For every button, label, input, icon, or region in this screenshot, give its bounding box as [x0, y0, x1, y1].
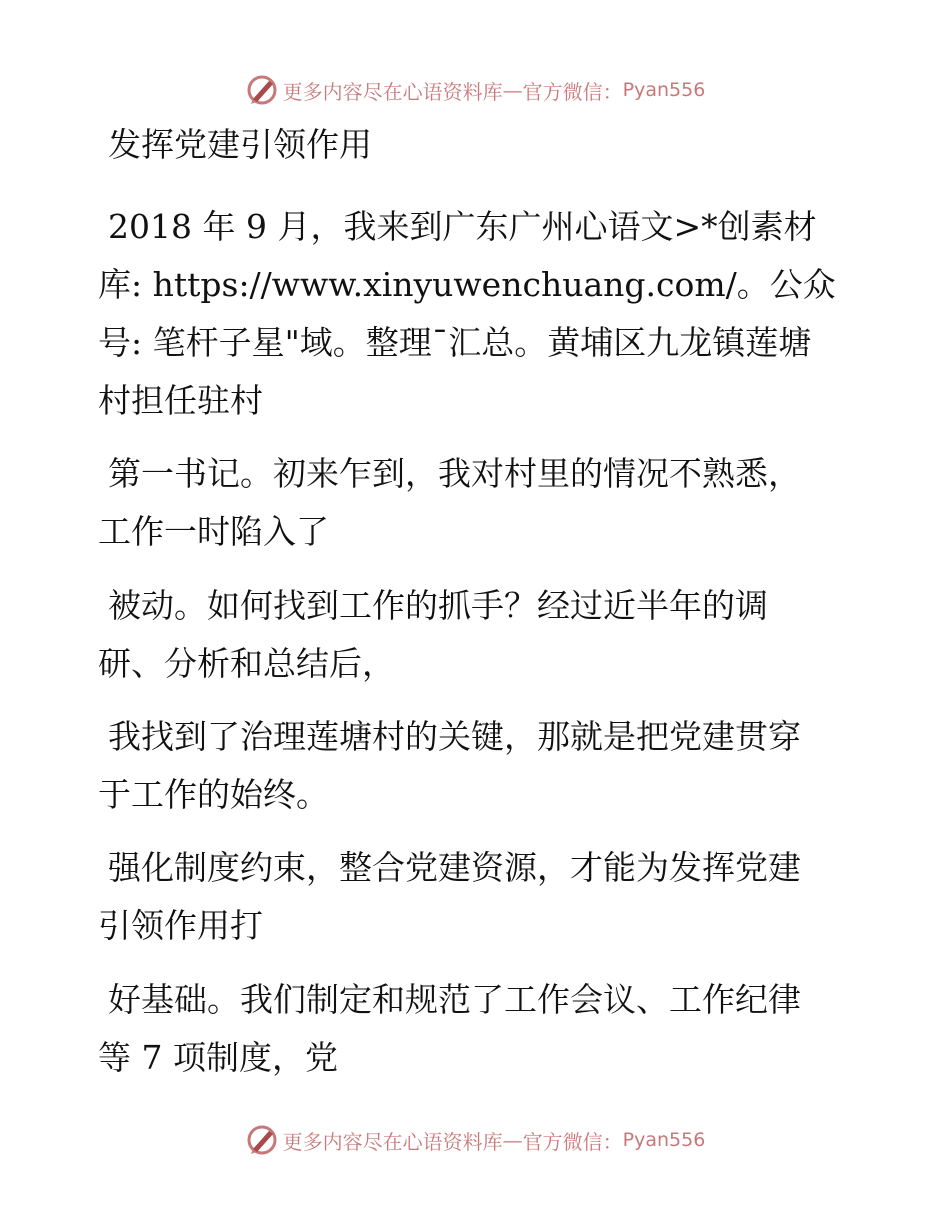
- paragraph-line: 工作一时陷入了: [98, 512, 329, 551]
- paragraph-1: [98, 198, 858, 430]
- banner-site-text: 更多内容尽在心语资料库: [282, 79, 503, 104]
- paragraph-line: 强化制度约束，整合党建资源，才能为发挥党建: [108, 848, 801, 887]
- banner-site-text: 更多内容尽在心语资料库: [282, 1129, 503, 1154]
- paragraph-line: 库: https://www.xinyuwenchuang.com/。公众: [98, 265, 836, 304]
- paragraph-line: 等 7 项制度，党: [98, 1038, 338, 1077]
- paragraph-line: 于工作的始终。: [98, 775, 329, 814]
- page-title: 发挥党建引领作用: [108, 125, 372, 164]
- paragraph-line: 号: 笔杆子星"域。整理¯汇总。黄埔区九龙镇莲塘: [98, 323, 812, 362]
- paragraph-3: [98, 577, 858, 693]
- banner-wechat-label: 官方微信：: [522, 1129, 623, 1154]
- paragraph-line: 好基础。我们制定和规范了工作会议、工作纪律: [108, 980, 801, 1019]
- paragraph-6: [98, 971, 858, 1087]
- banner-dash: —: [502, 1128, 523, 1152]
- pen-logo-icon: [245, 1123, 279, 1157]
- paragraph-line: 2018 年 9 月，我来到广东广州心语文>*创素材: [108, 207, 817, 246]
- paragraph-line: 村担任驻村: [98, 381, 263, 420]
- pen-logo-icon: [245, 73, 279, 107]
- banner-wechat-id: Pyan556: [622, 79, 706, 101]
- banner-dash: —: [502, 78, 523, 102]
- banner-wechat-label: 官方微信：: [522, 79, 623, 104]
- paragraph-line: 第一书记。初来乍到，我对村里的情况不熟悉，: [108, 454, 801, 493]
- paragraph-line: 引领作用打: [98, 906, 263, 945]
- paragraph-line: 被动。如何找到工作的抓手？经过近半年的调: [108, 586, 768, 625]
- paragraph-line: 研、分析和总结后，: [98, 644, 395, 683]
- paragraph-5: [98, 839, 858, 955]
- footer-banner: [0, 1120, 950, 1160]
- paragraph-4: [98, 708, 858, 824]
- header-banner: [0, 70, 950, 110]
- paragraph-2: [98, 445, 858, 561]
- paragraph-line: 我找到了治理莲塘村的关键，那就是把党建贯穿: [108, 717, 801, 756]
- banner-wechat-id: Pyan556: [622, 1129, 706, 1151]
